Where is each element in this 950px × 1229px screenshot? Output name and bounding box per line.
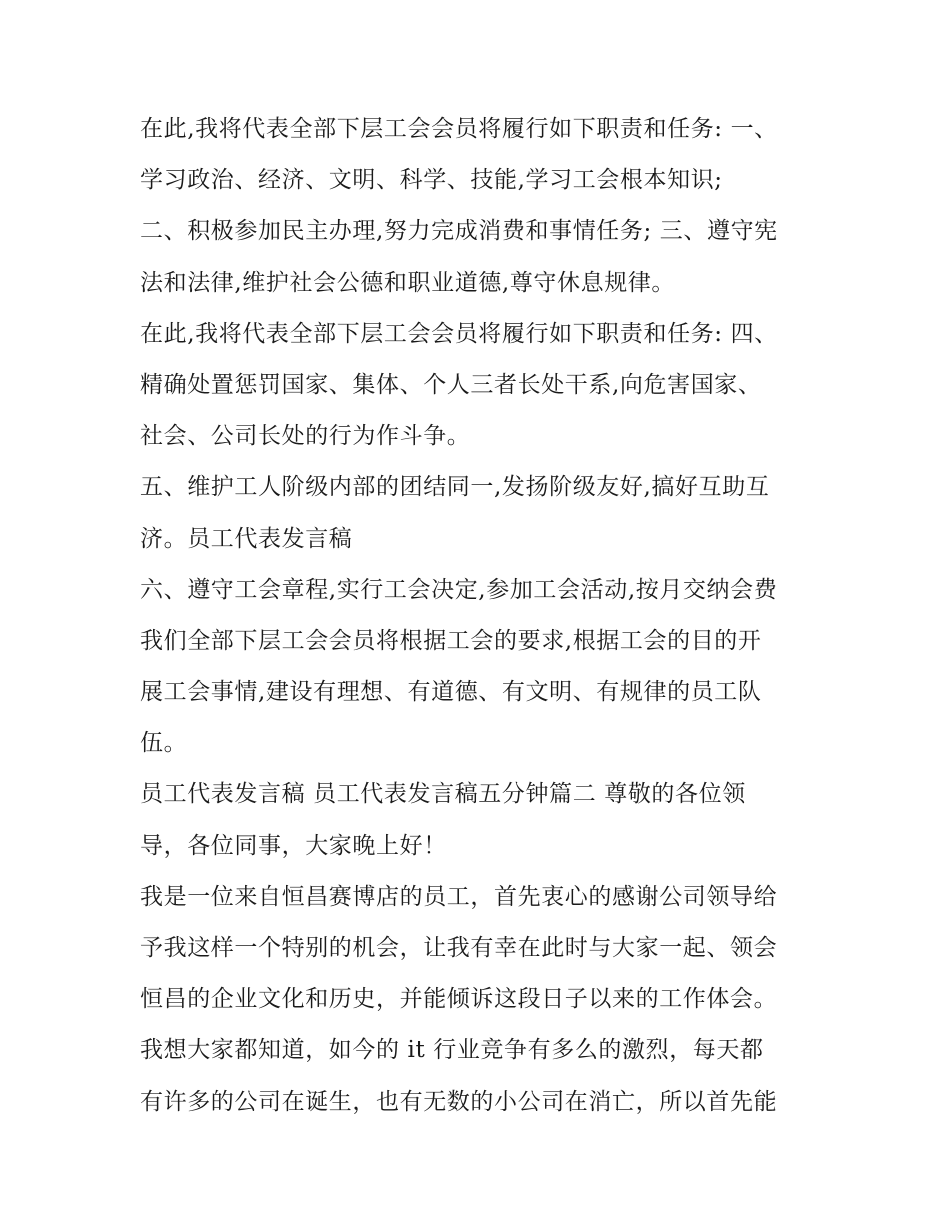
text-line: 员工代表发言稿 员工代表发言稿五分钟篇二 尊敬的各位领: [140, 781, 746, 808]
text-line: 伍。: [140, 730, 188, 757]
text-line: 社会、公司长处的行为作斗争。: [140, 423, 471, 450]
text-line: 精确处置惩罚国家、集体、个人三者长处干系,向危害国家、: [140, 371, 762, 398]
text-line: 我是一位来自恒昌赛博店的员工，首先衷心的感谢公司领导给: [140, 883, 778, 910]
text-line: 在此,我将代表全部下层工会会员将履行如下职责和任务: 一、: [140, 116, 778, 142]
text-line: 展工会事情,建设有理想、有道德、有文明、有规律的员工队: [140, 679, 762, 706]
text-line: 予我这样一个特别的机会，让我有幸在此时与大家一起、领会: [140, 935, 778, 961]
text-line: 法和法律,维护社会公德和职业道德,尊守休息规律。: [140, 269, 676, 296]
text-line: 我想大家都知道，如今的 it 行业竞争有多么的激烈，每天都: [140, 1037, 764, 1064]
text-line: 学习政治、经济、文明、科学、技能,学习工会根本知识;: [140, 167, 723, 194]
text-line: 五、维护工人阶级内部的团结同一,发扬阶级友好,搞好互助互: [140, 474, 770, 501]
text-line: 六、遵守工会章程,实行工会决定,参加工会活动,按月交纳会费: [140, 576, 778, 603]
text-line: 恒昌的企业文化和历史，并能倾诉这段日子以来的工作体会。: [140, 986, 778, 1013]
text-line: 济。员工代表发言稿: [140, 525, 353, 552]
text-line: 有许多的公司在诞生，也有无数的小公司在消亡，所以首先能: [140, 1088, 778, 1115]
document-body: [140, 104, 820, 1128]
text-line: 在此,我将代表全部下层工会会员将履行如下职责和任务: 四、: [140, 320, 778, 347]
text-line: 导，各位同事，大家晚上好！: [140, 832, 447, 859]
text-line: 我们全部下层工会会员将根据工会的要求,根据工会的目的开: [140, 627, 762, 654]
text-line: 二、积极参加民主办理,努力完成消费和事情任务; 三、遵守宪: [140, 218, 778, 245]
